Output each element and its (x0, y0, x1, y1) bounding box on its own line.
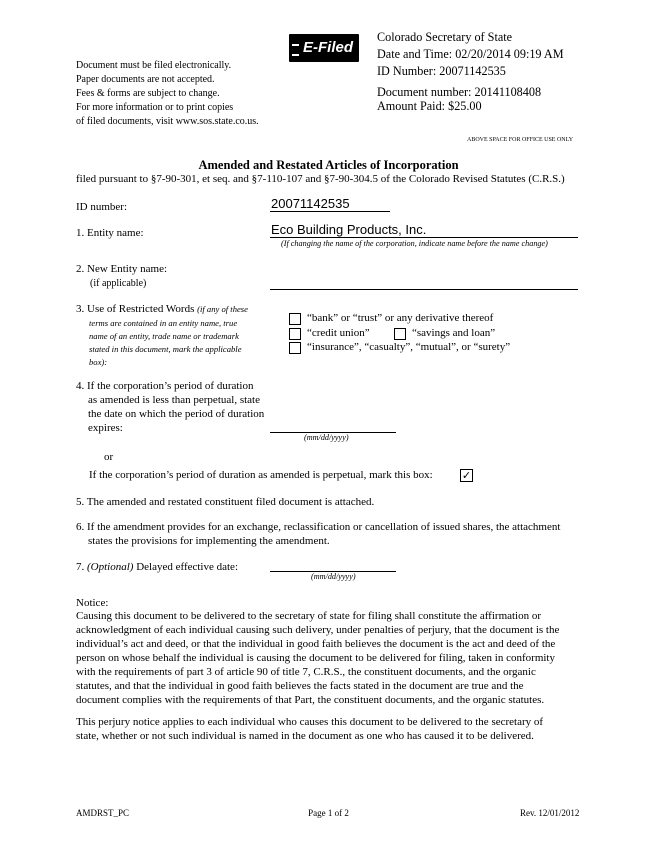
item-7-label (76, 561, 238, 573)
perpetual-checkbox[interactable] (460, 469, 473, 482)
notice-line: with the requirements of part 3 of article 90 of title 7, C.R.S., the constituent documents, and the organic (76, 666, 536, 678)
restricted-words-hint: box): (89, 357, 108, 367)
perjury-line: state, whether or not such individual is named in the document as one who has caused it to be delivered. (76, 730, 534, 742)
credit-union-checkbox[interactable] (289, 328, 301, 340)
duration-label: 4. If the corporation’s period of duration (76, 380, 254, 392)
notice-heading: Notice: (76, 597, 109, 609)
id-number-field[interactable]: 20071142535 (271, 196, 350, 211)
form-subtitle: filed pursuant to §7-90-301, et seq. and §7-110-107 and §7-90-304.5 of the Colorado Revised Statutes (C.R.S.) (76, 173, 565, 185)
insurance-checkbox[interactable] (289, 342, 301, 354)
stamp-document-number: Document number: 20141108408 (377, 85, 542, 99)
notice-line: individual’s act and deed, or that the individual in good faith believes the document is the act and deed of the (76, 638, 556, 650)
entity-name-underline (270, 237, 578, 238)
id-number-underline (270, 211, 390, 212)
item-7-title: Delayed effective date: (136, 561, 238, 573)
filing-instruction-line: Document must be filed electronically. (76, 60, 232, 71)
restricted-words-hint: stated in this document, mark the applicable (89, 344, 242, 354)
restricted-words-title: 3. Use of Restricted Words (76, 303, 195, 315)
duration-label: expires: (88, 422, 123, 434)
duration-date-hint: (mm/dd/yyyy) (304, 433, 349, 442)
filing-instruction-line: of filed documents, visit www.sos.state.co.us. (76, 116, 259, 127)
office-use-note: ABOVE SPACE FOR OFFICE USE ONLY (467, 137, 574, 143)
stamp-id-number: ID Number: 20071142535 (377, 64, 506, 78)
efiled-logo (289, 34, 359, 62)
item-7-optional: (Optional) (87, 561, 134, 573)
perjury-line: This perjury notice applies to each individual who causes this document to be delivered to the secretary of (76, 716, 544, 728)
stamp-amount-paid: Amount Paid: $25.00 (377, 99, 482, 113)
notice-line: Causing this document to be delivered to the secretary of state for filing shall constitute the affirmation or (76, 610, 542, 622)
duration-label: the date on which the period of duration (88, 408, 265, 420)
notice-line: statutes, and that the individual in good faith believes the facts stated in the document are true and the (76, 680, 524, 692)
savings-loan-checkbox[interactable] (394, 328, 406, 340)
stamp-agency: Colorado Secretary of State (377, 30, 513, 44)
notice-line: document complies with the requirements of that Part, the constituent documents, and the organic statutes. (76, 694, 545, 706)
footer-revision: Rev. 12/01/2012 (520, 808, 580, 818)
checkmark-icon: ✓ (461, 469, 472, 482)
new-entity-name-underline (270, 289, 578, 290)
or-label: or (104, 451, 114, 463)
duration-label: as amended is less than perpetual, state (88, 394, 260, 406)
item-6-text: states the provisions for implementing the amendment. (88, 535, 330, 547)
notice-line: acknowledgment of each individual causing such delivery, under penalties of perjury, that the document is the (76, 624, 560, 636)
stamp-date-time: Date and Time: 02/20/2014 09:19 AM (377, 47, 564, 61)
entity-name-label: 1. Entity name: (76, 227, 144, 239)
savings-loan-option-label: “savings and loan” (412, 327, 496, 339)
bank-trust-checkbox[interactable] (289, 313, 301, 325)
efiled-logo-mark (292, 44, 299, 56)
restricted-words-hint: terms are contained in an entity name, true (89, 318, 238, 328)
form-title: Amended and Restated Articles of Incorporation (198, 158, 459, 172)
insurance-option-label: “insurance”, “casualty”, “mutual”, or “surety” (307, 341, 511, 353)
notice-line: person on whose behalf the individual is causing the document to be delivered for filing, taken in conformity (76, 652, 555, 664)
filing-instruction-line: For more information or to print copies (76, 102, 234, 113)
filing-instruction-line: Paper documents are not accepted. (76, 74, 215, 85)
item-7-number: 7. (76, 561, 85, 573)
filing-instruction-line: Fees & forms are subject to change. (76, 88, 220, 99)
restricted-words-hint: (if any of these (197, 304, 248, 314)
entity-name-hint: (If changing the name of the corporation, indicate name before the name change) (281, 239, 548, 248)
efiled-logo-text: E-Filed (302, 39, 353, 56)
id-number-label: ID number: (76, 201, 128, 213)
footer-page-number: Page 1 of 2 (308, 808, 349, 818)
footer-form-code: AMDRST_PC (76, 808, 130, 818)
new-entity-name-sublabel: (if applicable) (90, 278, 147, 289)
item-6-text: 6. If the amendment provides for an exchange, reclassification or cancellation of issued shares, the attachment (76, 521, 561, 533)
bank-trust-option-label: “bank” or “trust” or any derivative thereof (307, 312, 494, 324)
entity-name-field[interactable]: Eco Building Products, Inc. (271, 222, 427, 237)
delayed-date-hint: (mm/dd/yyyy) (311, 572, 356, 581)
credit-union-option-label: “credit union” (307, 327, 370, 339)
perpetual-label: If the corporation’s period of duration as amended is perpetual, mark this box: (89, 469, 433, 481)
new-entity-name-label: 2. New Entity name: (76, 263, 168, 275)
restricted-words-label (76, 303, 248, 315)
item-5-text: 5. The amended and restated constituent filed document is attached. (76, 496, 375, 508)
restricted-words-hint: name of an entity, trade name or trademark (89, 331, 239, 341)
